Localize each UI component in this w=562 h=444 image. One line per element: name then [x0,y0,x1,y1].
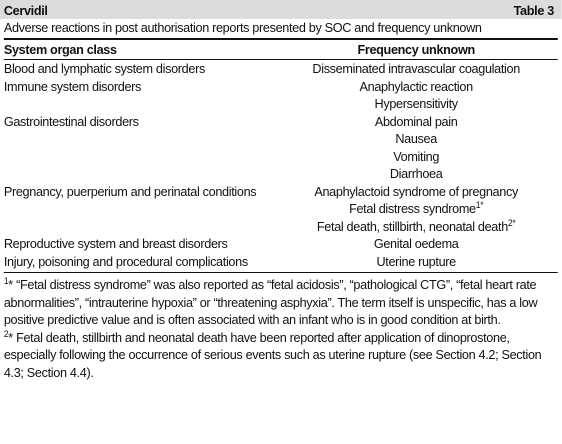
footnote-marker: 2 [3,328,9,339]
frequency-unknown-cell [275,113,558,183]
system-organ-class-cell: Immune system disorders [3,78,142,94]
term-text: Fetal distress syndrome [349,201,476,216]
footnote-reference: 1* [475,200,484,210]
adverse-reaction-term [275,60,558,78]
term-text: Fetal death, stillbirth, neonatal death [316,218,508,234]
frequency-unknown-cell [275,235,558,253]
table-row [4,235,558,253]
term-text: Diarrhoea [389,166,443,181]
adverse-reaction-term [275,218,558,236]
term-text: Anaphylactoid syndrome of pregnancy [314,183,518,199]
term-text: Hypersensitivity [374,96,458,111]
system-organ-class-cell: Injury, poisoning and procedural complications [3,253,248,269]
footnote-1 [4,276,558,329]
term-text: Abdominal pain [374,113,458,129]
footnote-marker: 1 [3,276,9,286]
adverse-reaction-term [275,130,558,148]
adverse-reaction-term [275,253,558,271]
footnote-text: * “Fetal distress syndrome” was also reported as “fetal acidosis”, “pathological CTG”, “fetal heart rate abnormalities”, “intrauterine hypoxia” or “threatening asphyxia”. The term itself is unspecific, has a low positive predictive value and is often associated with an infant who is in good condition at birth. [3,277,538,327]
adverse-reaction-term [275,235,558,253]
bottom-rule [4,272,558,273]
system-organ-class-cell: Pregnancy, puerperium and perinatal conditions [3,183,257,199]
adverse-reaction-term [275,113,558,131]
adverse-reaction-term [275,95,558,113]
adverse-reaction-term [275,200,558,218]
adverse-reaction-term [275,78,558,96]
adverse-reactions-table [4,40,558,270]
footnote-text: * Fetal death, stillbirth and neonatal death have been reported after application of dinoprostone, especially following the occurrence of serious events such as uterine rupture (see Section 4.2; Section 4.3; Section 4.4). [3,329,542,380]
table-row [4,78,558,113]
table-row [4,60,558,78]
table-caption: Adverse reactions in post authorisation reports presented by SOC and frequency unknown [3,20,482,35]
footnotes [4,275,558,381]
term-text: Anaphylactic reaction [359,78,473,94]
table-label: Table 3 [513,3,554,18]
adverse-reaction-term [275,148,558,166]
frequency-unknown-cell [275,60,558,78]
adverse-reaction-term [275,165,558,183]
table-body [4,60,558,270]
term-text: Genital oedema [373,236,459,251]
frequency-unknown-cell [275,183,558,236]
table-title-bar [0,0,562,19]
term-text: Vomiting [393,148,440,164]
frequency-unknown-cell [275,78,558,113]
column-header-soc: System organ class [3,42,117,57]
table-row [4,253,558,271]
term-text: Disseminated intravascular coagulation [312,61,520,76]
footnote-2 [4,329,558,382]
product-name: Cervidil [3,3,48,18]
frequency-unknown-cell [275,253,558,271]
footnote-reference: 2* [507,217,516,228]
system-organ-class-cell: Gastrointestinal disorders [3,113,139,129]
table-row [4,183,558,236]
system-organ-class-cell: Blood and lymphatic system disorders [3,61,205,76]
column-header-frequency: Frequency unknown [357,42,475,57]
table-header-row [4,40,558,59]
adverse-reaction-term [275,183,558,201]
term-text: Nausea [395,131,437,146]
table-row [4,113,558,183]
term-text: Uterine rupture [376,253,456,269]
system-organ-class-cell: Reproductive system and breast disorders [3,236,228,251]
